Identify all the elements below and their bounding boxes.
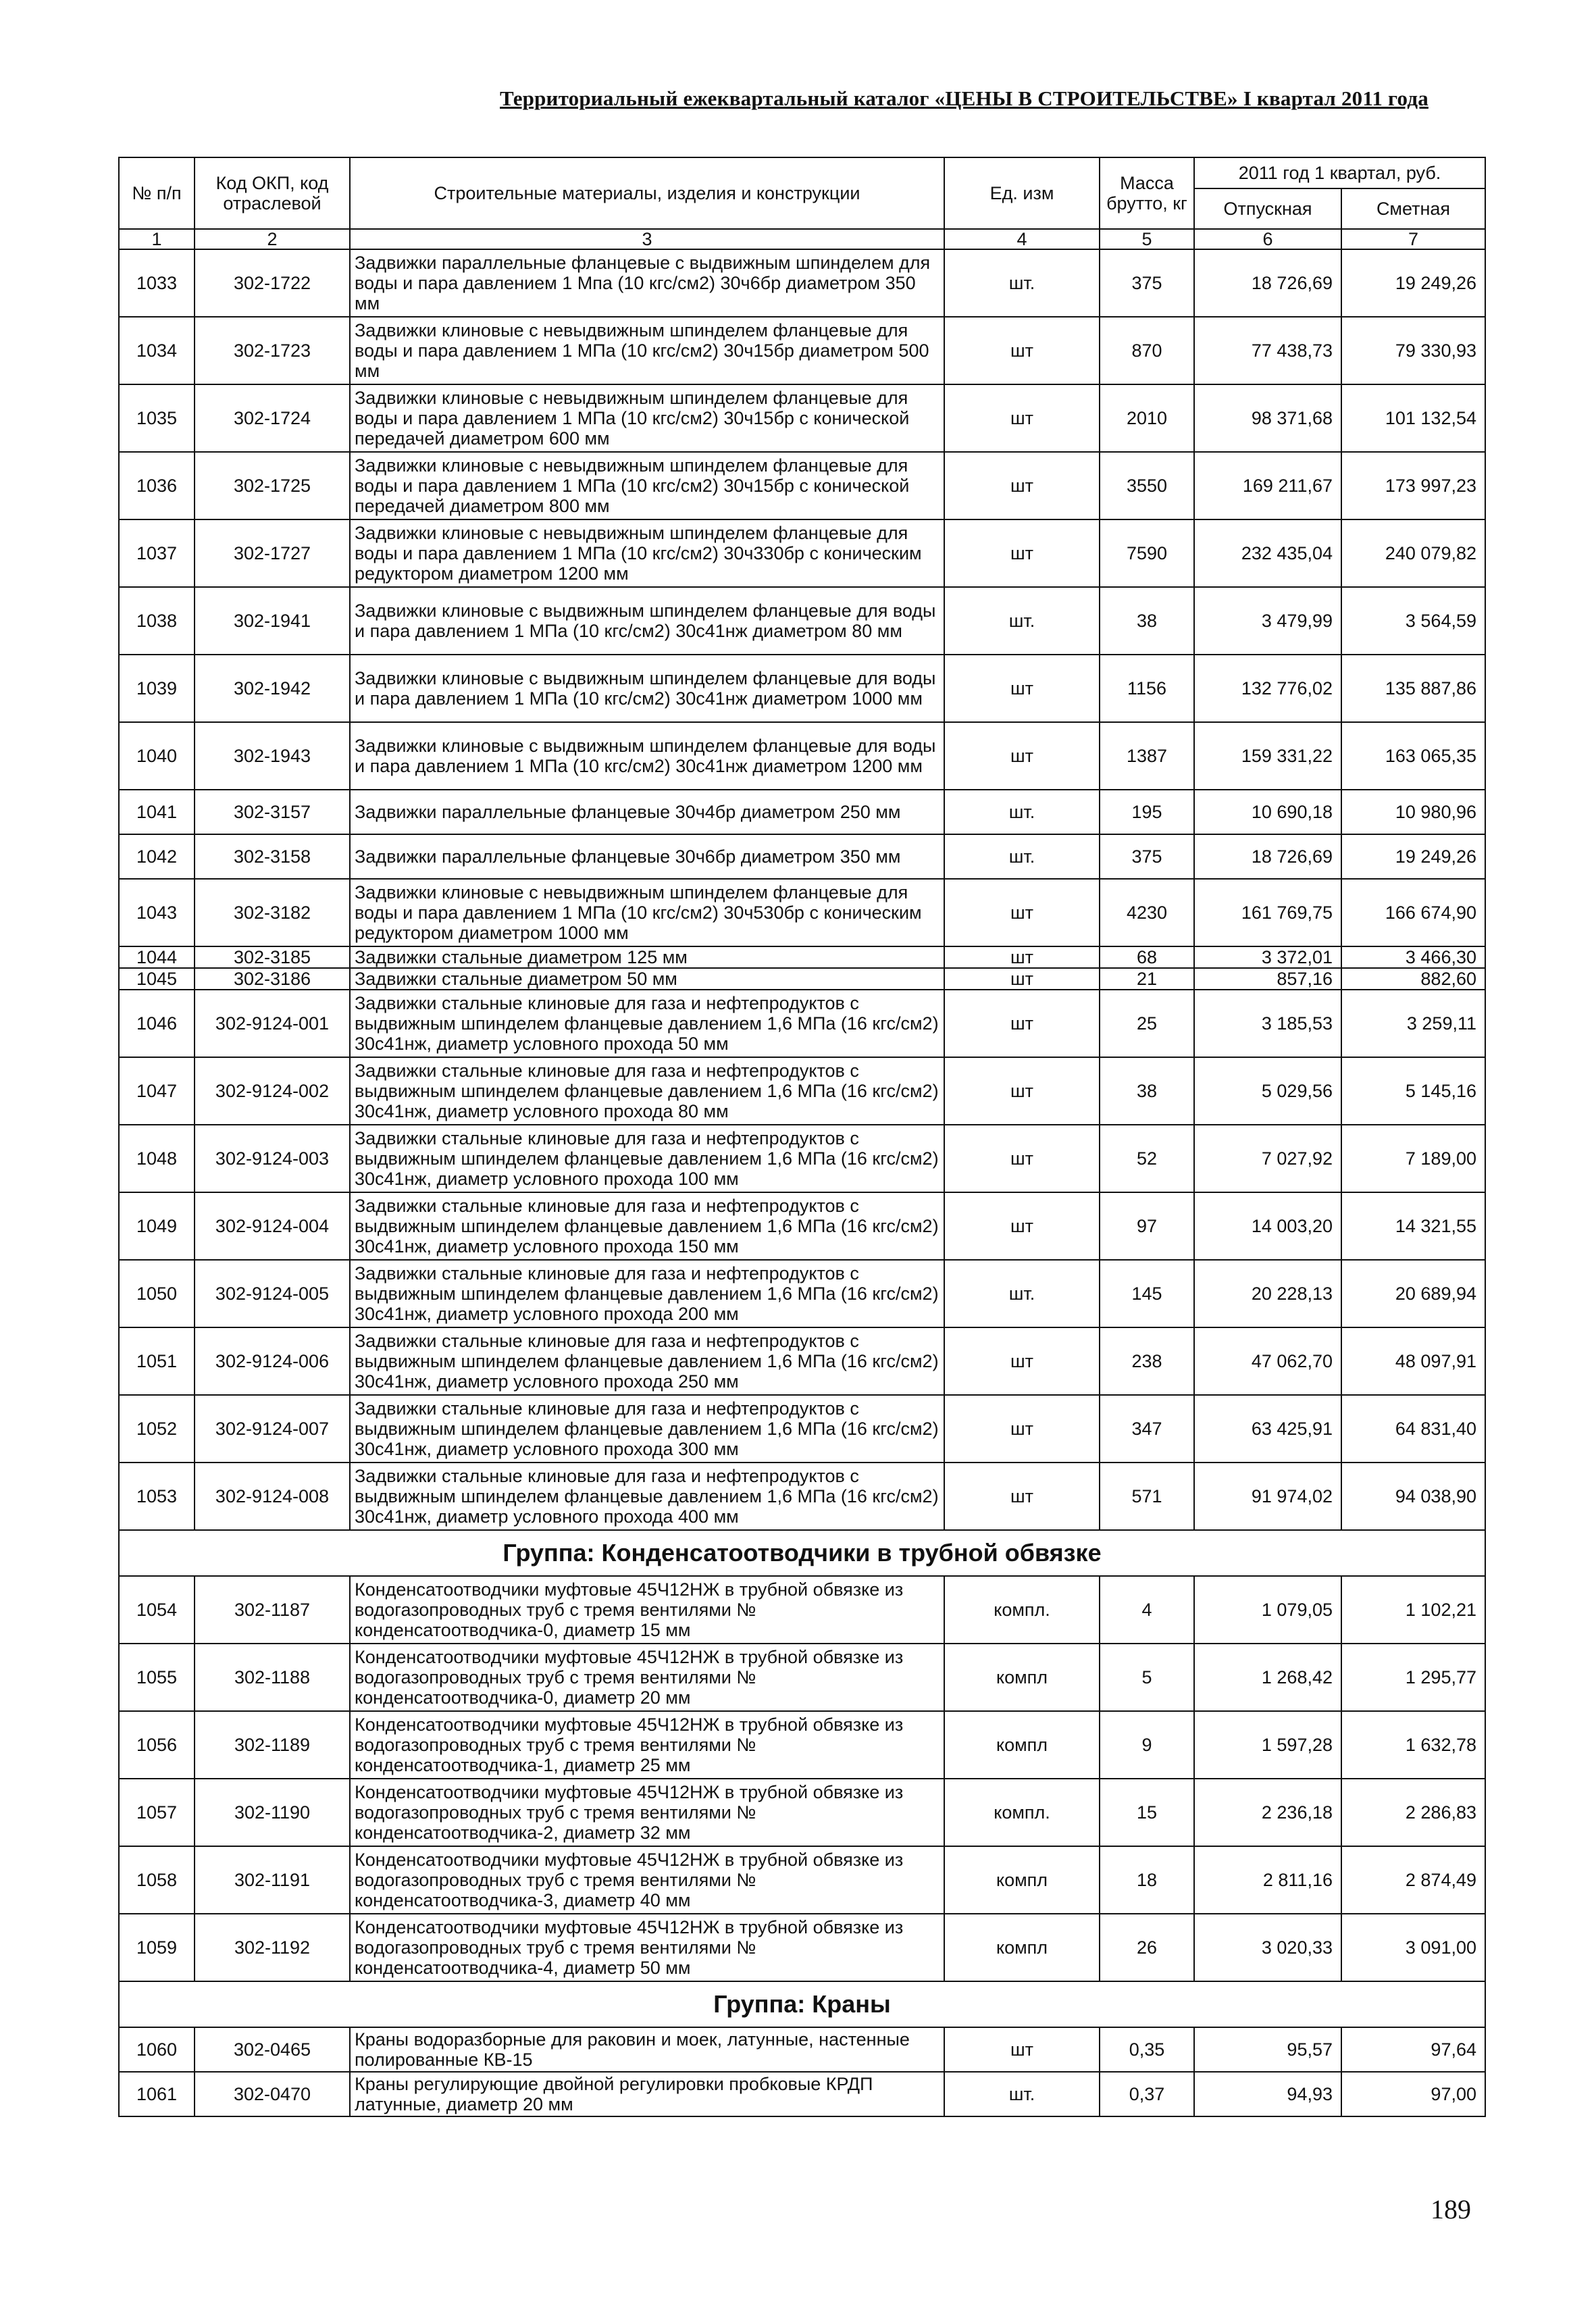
col-header-period: 2011 год 1 квартал, руб. bbox=[1194, 157, 1485, 188]
row-number: 1033 bbox=[119, 249, 195, 317]
row-description: Задвижки клиновые с выдвижным шпинделем фланцевые для воды и пара давлением 1 МПа (10 кгс/см2) 30с41нж диаметром 80 мм bbox=[350, 587, 944, 655]
row-unit: шт bbox=[944, 384, 1100, 452]
row-mass: 1156 bbox=[1100, 655, 1194, 722]
row-description: Задвижки стальные клиновые для газа и нефтепродуктов с выдвижным шпинделем фланцевые давлением 1,6 МПа (16 кгс/см2) 30с41нж, диаметр условного прохода 400 мм bbox=[350, 1463, 944, 1530]
row-release-price: 857,16 bbox=[1194, 968, 1341, 990]
row-mass: 38 bbox=[1100, 1057, 1194, 1125]
table-row bbox=[119, 1260, 1485, 1327]
row-estimate-price: 3 259,11 bbox=[1341, 990, 1485, 1057]
row-number: 1055 bbox=[119, 1644, 195, 1711]
row-unit: компл bbox=[944, 1914, 1100, 1981]
row-release-price: 3 479,99 bbox=[1194, 587, 1341, 655]
row-release-price: 169 211,67 bbox=[1194, 452, 1341, 519]
table-row bbox=[119, 722, 1485, 790]
row-code: 302-9124-007 bbox=[195, 1395, 350, 1463]
row-mass: 26 bbox=[1100, 1914, 1194, 1981]
row-description: Задвижки клиновые с невыдвижным шпинделем фланцевые для воды и пара давлением 1 МПа (10 кгс/см2) 30ч15бр диаметром 500 мм bbox=[350, 317, 944, 384]
row-unit: компл bbox=[944, 1644, 1100, 1711]
row-code: 302-1941 bbox=[195, 587, 350, 655]
table-row bbox=[119, 1395, 1485, 1463]
row-number: 1051 bbox=[119, 1327, 195, 1395]
row-release-price: 20 228,13 bbox=[1194, 1260, 1341, 1327]
row-release-price: 3 185,53 bbox=[1194, 990, 1341, 1057]
row-description: Задвижки стальные клиновые для газа и нефтепродуктов с выдвижным шпинделем фланцевые давлением 1,6 МПа (16 кгс/см2) 30с41нж, диаметр условного прохода 200 мм bbox=[350, 1260, 944, 1327]
col-number: 6 bbox=[1194, 229, 1341, 249]
row-code: 302-3185 bbox=[195, 946, 350, 968]
row-estimate-price: 882,60 bbox=[1341, 968, 1485, 990]
page-number: 189 bbox=[1431, 2194, 1471, 2225]
row-estimate-price: 14 321,55 bbox=[1341, 1192, 1485, 1260]
row-code: 302-1190 bbox=[195, 1779, 350, 1846]
row-release-price: 18 726,69 bbox=[1194, 249, 1341, 317]
row-code: 302-9124-005 bbox=[195, 1260, 350, 1327]
row-code: 302-1192 bbox=[195, 1914, 350, 1981]
row-estimate-price: 101 132,54 bbox=[1341, 384, 1485, 452]
row-unit: шт bbox=[944, 1125, 1100, 1192]
row-description: Задвижки стальные клиновые для газа и нефтепродуктов с выдвижным шпинделем фланцевые давлением 1,6 МПа (16 кгс/см2) 30с41нж, диаметр условного прохода 80 мм bbox=[350, 1057, 944, 1125]
row-unit: шт. bbox=[944, 249, 1100, 317]
row-release-price: 3 020,33 bbox=[1194, 1914, 1341, 1981]
row-description: Задвижки параллельные фланцевые 30ч4бр диаметром 250 мм bbox=[350, 790, 944, 834]
row-description: Задвижки клиновые с невыдвижным шпинделем фланцевые для воды и пара давлением 1 МПа (10 кгс/см2) 30ч15бр с конической передачей диаметром 600 мм bbox=[350, 384, 944, 452]
row-unit: шт. bbox=[944, 1260, 1100, 1327]
row-code: 302-3186 bbox=[195, 968, 350, 990]
col-header-unit: Ед. изм bbox=[944, 157, 1100, 229]
row-number: 1057 bbox=[119, 1779, 195, 1846]
row-mass: 0,35 bbox=[1100, 2027, 1194, 2072]
col-number: 2 bbox=[195, 229, 350, 249]
row-description: Задвижки клиновые с невыдвижным шпинделем фланцевые для воды и пара давлением 1 МПа (10 кгс/см2) 30ч15бр с конической передачей диаметром 800 мм bbox=[350, 452, 944, 519]
row-number: 1041 bbox=[119, 790, 195, 834]
row-description: Краны водоразборные для раковин и моек, латунные, настенные полированные КВ-15 bbox=[350, 2027, 944, 2072]
row-estimate-price: 240 079,82 bbox=[1341, 519, 1485, 587]
row-unit: шт. bbox=[944, 587, 1100, 655]
row-description: Задвижки клиновые с невыдвижным шпинделем фланцевые для воды и пара давлением 1 МПа (10 кгс/см2) 30ч330бр с коническим редуктором диаметром 1200 мм bbox=[350, 519, 944, 587]
row-estimate-price: 64 831,40 bbox=[1341, 1395, 1485, 1463]
row-code: 302-1942 bbox=[195, 655, 350, 722]
row-code: 302-3158 bbox=[195, 834, 350, 879]
row-unit: шт. bbox=[944, 790, 1100, 834]
row-code: 302-1723 bbox=[195, 317, 350, 384]
row-estimate-price: 1 102,21 bbox=[1341, 1576, 1485, 1644]
row-estimate-price: 3 466,30 bbox=[1341, 946, 1485, 968]
row-number: 1050 bbox=[119, 1260, 195, 1327]
table-row bbox=[119, 249, 1485, 317]
row-code: 302-1722 bbox=[195, 249, 350, 317]
row-description: Конденсатоотводчики муфтовые 45Ч12НЖ в трубной обвязке из водогазопроводных труб с тремя вентилями № конденсатоотводчика-2, диаметр 32 мм bbox=[350, 1779, 944, 1846]
col-header-mass: Масса брутто, кг bbox=[1100, 157, 1194, 229]
row-code: 302-1724 bbox=[195, 384, 350, 452]
row-estimate-price: 7 189,00 bbox=[1341, 1125, 1485, 1192]
table-row bbox=[119, 1846, 1485, 1914]
row-estimate-price: 19 249,26 bbox=[1341, 249, 1485, 317]
row-description: Задвижки стальные клиновые для газа и нефтепродуктов с выдвижным шпинделем фланцевые давлением 1,6 МПа (16 кгс/см2) 30с41нж, диаметр условного прохода 300 мм bbox=[350, 1395, 944, 1463]
row-number: 1035 bbox=[119, 384, 195, 452]
row-code: 302-1727 bbox=[195, 519, 350, 587]
group-row bbox=[119, 1981, 1485, 2027]
table-row bbox=[119, 990, 1485, 1057]
row-release-price: 94,93 bbox=[1194, 2072, 1341, 2116]
table-row bbox=[119, 519, 1485, 587]
row-code: 302-9124-003 bbox=[195, 1125, 350, 1192]
table-row bbox=[119, 968, 1485, 990]
row-number: 1049 bbox=[119, 1192, 195, 1260]
row-unit: шт bbox=[944, 1192, 1100, 1260]
row-release-price: 2 236,18 bbox=[1194, 1779, 1341, 1846]
table-row bbox=[119, 1914, 1485, 1981]
row-code: 302-0465 bbox=[195, 2027, 350, 2072]
row-mass: 145 bbox=[1100, 1260, 1194, 1327]
table-row bbox=[119, 384, 1485, 452]
row-release-price: 10 690,18 bbox=[1194, 790, 1341, 834]
row-estimate-price: 2 874,49 bbox=[1341, 1846, 1485, 1914]
row-release-price: 1 597,28 bbox=[1194, 1711, 1341, 1779]
table-row bbox=[119, 1711, 1485, 1779]
row-estimate-price: 163 065,35 bbox=[1341, 722, 1485, 790]
row-description: Задвижки клиновые с выдвижным шпинделем фланцевые для воды и пара давлением 1 МПа (10 кгс/см2) 30с41нж диаметром 1200 мм bbox=[350, 722, 944, 790]
row-estimate-price: 79 330,93 bbox=[1341, 317, 1485, 384]
row-estimate-price: 10 980,96 bbox=[1341, 790, 1485, 834]
table-row bbox=[119, 452, 1485, 519]
row-unit: шт bbox=[944, 968, 1100, 990]
row-release-price: 91 974,02 bbox=[1194, 1463, 1341, 1530]
row-description: Задвижки параллельные фланцевые с выдвижным шпинделем для воды и пара давлением 1 Мпа (10 кгс/см2) 30ч6бр диаметром 350 мм bbox=[350, 249, 944, 317]
row-number: 1048 bbox=[119, 1125, 195, 1192]
table-row bbox=[119, 1327, 1485, 1395]
column-number-row bbox=[119, 229, 1485, 249]
row-mass: 571 bbox=[1100, 1463, 1194, 1530]
row-estimate-price: 20 689,94 bbox=[1341, 1260, 1485, 1327]
row-description: Конденсатоотводчики муфтовые 45Ч12НЖ в трубной обвязке из водогазопроводных труб с тремя вентилями № конденсатоотводчика-0, диаметр 20 мм bbox=[350, 1644, 944, 1711]
table-row bbox=[119, 2027, 1485, 2072]
row-unit: шт bbox=[944, 1327, 1100, 1395]
col-number: 1 bbox=[119, 229, 195, 249]
row-mass: 97 bbox=[1100, 1192, 1194, 1260]
row-mass: 38 bbox=[1100, 587, 1194, 655]
row-number: 1034 bbox=[119, 317, 195, 384]
row-code: 302-1191 bbox=[195, 1846, 350, 1914]
row-description: Конденсатоотводчики муфтовые 45Ч12НЖ в трубной обвязке из водогазопроводных труб с тремя вентилями № конденсатоотводчика-0, диаметр 15 мм bbox=[350, 1576, 944, 1644]
row-code: 302-1189 bbox=[195, 1711, 350, 1779]
row-mass: 52 bbox=[1100, 1125, 1194, 1192]
row-mass: 4 bbox=[1100, 1576, 1194, 1644]
row-unit: шт. bbox=[944, 2072, 1100, 2116]
row-estimate-price: 97,64 bbox=[1341, 2027, 1485, 2072]
table-row bbox=[119, 1644, 1485, 1711]
col-header-release-price: Отпускная bbox=[1194, 188, 1341, 229]
row-estimate-price: 5 145,16 bbox=[1341, 1057, 1485, 1125]
row-description: Конденсатоотводчики муфтовые 45Ч12НЖ в трубной обвязке из водогазопроводных труб с тремя вентилями № конденсатоотводчика-3, диаметр 40 мм bbox=[350, 1846, 944, 1914]
row-unit: компл. bbox=[944, 1779, 1100, 1846]
col-number: 4 bbox=[944, 229, 1100, 249]
row-description: Задвижки параллельные фланцевые 30ч6бр диаметром 350 мм bbox=[350, 834, 944, 879]
table-row bbox=[119, 2072, 1485, 2116]
row-code: 302-9124-006 bbox=[195, 1327, 350, 1395]
row-code: 302-3157 bbox=[195, 790, 350, 834]
row-estimate-price: 2 286,83 bbox=[1341, 1779, 1485, 1846]
row-release-price: 232 435,04 bbox=[1194, 519, 1341, 587]
group-title: Группа: Конденсатоотводчики в трубной обвязке bbox=[119, 1530, 1485, 1576]
table-row bbox=[119, 879, 1485, 946]
row-release-price: 132 776,02 bbox=[1194, 655, 1341, 722]
row-unit: шт bbox=[944, 452, 1100, 519]
row-description: Задвижки клиновые с невыдвижным шпинделем фланцевые для воды и пара давлением 1 МПа (10 кгс/см2) 30ч530бр с коническим редуктором диаметром 1000 мм bbox=[350, 879, 944, 946]
row-number: 1046 bbox=[119, 990, 195, 1057]
row-unit: шт bbox=[944, 2027, 1100, 2072]
row-release-price: 1 079,05 bbox=[1194, 1576, 1341, 1644]
row-number: 1044 bbox=[119, 946, 195, 968]
row-number: 1045 bbox=[119, 968, 195, 990]
row-number: 1052 bbox=[119, 1395, 195, 1463]
row-number: 1040 bbox=[119, 722, 195, 790]
row-number: 1043 bbox=[119, 879, 195, 946]
row-mass: 3550 bbox=[1100, 452, 1194, 519]
row-code: 302-9124-004 bbox=[195, 1192, 350, 1260]
row-mass: 870 bbox=[1100, 317, 1194, 384]
col-number: 3 bbox=[350, 229, 944, 249]
table-row bbox=[119, 587, 1485, 655]
row-unit: шт. bbox=[944, 834, 1100, 879]
table-row bbox=[119, 790, 1485, 834]
page-header: Территориальный ежеквартальный каталог «ЦЕНЫ В СТРОИТЕЛЬСТВЕ» I квартал 2011 года bbox=[500, 86, 1428, 110]
row-unit: шт bbox=[944, 519, 1100, 587]
row-estimate-price: 173 997,23 bbox=[1341, 452, 1485, 519]
row-release-price: 1 268,42 bbox=[1194, 1644, 1341, 1711]
row-number: 1036 bbox=[119, 452, 195, 519]
row-estimate-price: 3 091,00 bbox=[1341, 1914, 1485, 1981]
row-estimate-price: 1 632,78 bbox=[1341, 1711, 1485, 1779]
row-number: 1038 bbox=[119, 587, 195, 655]
row-number: 1047 bbox=[119, 1057, 195, 1125]
row-release-price: 2 811,16 bbox=[1194, 1846, 1341, 1914]
row-mass: 68 bbox=[1100, 946, 1194, 968]
row-number: 1042 bbox=[119, 834, 195, 879]
row-release-price: 18 726,69 bbox=[1194, 834, 1341, 879]
table-row bbox=[119, 1057, 1485, 1125]
row-release-price: 161 769,75 bbox=[1194, 879, 1341, 946]
row-number: 1061 bbox=[119, 2072, 195, 2116]
row-number: 1037 bbox=[119, 519, 195, 587]
group-row bbox=[119, 1530, 1485, 1576]
table-row bbox=[119, 655, 1485, 722]
table-row bbox=[119, 1463, 1485, 1530]
row-number: 1058 bbox=[119, 1846, 195, 1914]
row-description: Задвижки стальные клиновые для газа и нефтепродуктов с выдвижным шпинделем фланцевые давлением 1,6 МПа (16 кгс/см2) 30с41нж, диаметр условного прохода 250 мм bbox=[350, 1327, 944, 1395]
row-code: 302-0470 bbox=[195, 2072, 350, 2116]
row-estimate-price: 166 674,90 bbox=[1341, 879, 1485, 946]
table-row bbox=[119, 834, 1485, 879]
table-row bbox=[119, 1125, 1485, 1192]
row-release-price: 7 027,92 bbox=[1194, 1125, 1341, 1192]
row-description: Конденсатоотводчики муфтовые 45Ч12НЖ в трубной обвязке из водогазопроводных труб с тремя вентилями № конденсатоотводчика-4, диаметр 50 мм bbox=[350, 1914, 944, 1981]
row-mass: 7590 bbox=[1100, 519, 1194, 587]
row-release-price: 47 062,70 bbox=[1194, 1327, 1341, 1395]
row-number: 1060 bbox=[119, 2027, 195, 2072]
row-estimate-price: 94 038,90 bbox=[1341, 1463, 1485, 1530]
row-estimate-price: 19 249,26 bbox=[1341, 834, 1485, 879]
row-unit: шт bbox=[944, 317, 1100, 384]
row-description: Краны регулирующие двойной регулировки пробковые КРДП латунные, диаметр 20 мм bbox=[350, 2072, 944, 2116]
row-code: 302-1187 bbox=[195, 1576, 350, 1644]
row-description: Конденсатоотводчики муфтовые 45Ч12НЖ в трубной обвязке из водогазопроводных труб с тремя вентилями № конденсатоотводчика-1, диаметр 25 мм bbox=[350, 1711, 944, 1779]
col-number: 7 bbox=[1341, 229, 1485, 249]
row-unit: компл bbox=[944, 1846, 1100, 1914]
row-unit: шт bbox=[944, 990, 1100, 1057]
row-code: 302-1725 bbox=[195, 452, 350, 519]
row-mass: 21 bbox=[1100, 968, 1194, 990]
row-number: 1053 bbox=[119, 1463, 195, 1530]
row-code: 302-9124-002 bbox=[195, 1057, 350, 1125]
row-unit: шт bbox=[944, 879, 1100, 946]
table-row bbox=[119, 1779, 1485, 1846]
row-mass: 9 bbox=[1100, 1711, 1194, 1779]
row-number: 1056 bbox=[119, 1711, 195, 1779]
row-mass: 2010 bbox=[1100, 384, 1194, 452]
row-mass: 4230 bbox=[1100, 879, 1194, 946]
row-code: 302-3182 bbox=[195, 879, 350, 946]
row-description: Задвижки стальные диаметром 125 мм bbox=[350, 946, 944, 968]
row-description: Задвижки стальные клиновые для газа и нефтепродуктов с выдвижным шпинделем фланцевые давлением 1,6 МПа (16 кгс/см2) 30с41нж, диаметр условного прохода 100 мм bbox=[350, 1125, 944, 1192]
row-description: Задвижки стальные клиновые для газа и нефтепродуктов с выдвижным шпинделем фланцевые давлением 1,6 МПа (16 кгс/см2) 30с41нж, диаметр условного прохода 50 мм bbox=[350, 990, 944, 1057]
col-header-num: № п/п bbox=[119, 157, 195, 229]
row-unit: шт bbox=[944, 1057, 1100, 1125]
row-number: 1059 bbox=[119, 1914, 195, 1981]
row-code: 302-1943 bbox=[195, 722, 350, 790]
row-number: 1039 bbox=[119, 655, 195, 722]
row-mass: 375 bbox=[1100, 834, 1194, 879]
row-mass: 5 bbox=[1100, 1644, 1194, 1711]
row-description: Задвижки стальные клиновые для газа и нефтепродуктов с выдвижным шпинделем фланцевые давлением 1,6 МПа (16 кгс/см2) 30с41нж, диаметр условного прохода 150 мм bbox=[350, 1192, 944, 1260]
col-header-name: Строительные материалы, изделия и конструкции bbox=[350, 157, 944, 229]
table-row bbox=[119, 946, 1485, 968]
price-table bbox=[118, 157, 1486, 2117]
row-estimate-price: 135 887,86 bbox=[1341, 655, 1485, 722]
row-release-price: 77 438,73 bbox=[1194, 317, 1341, 384]
row-release-price: 98 371,68 bbox=[1194, 384, 1341, 452]
row-mass: 195 bbox=[1100, 790, 1194, 834]
row-mass: 347 bbox=[1100, 1395, 1194, 1463]
row-release-price: 63 425,91 bbox=[1194, 1395, 1341, 1463]
row-unit: компл. bbox=[944, 1576, 1100, 1644]
row-description: Задвижки стальные диаметром 50 мм bbox=[350, 968, 944, 990]
table-row bbox=[119, 1576, 1485, 1644]
row-estimate-price: 1 295,77 bbox=[1341, 1644, 1485, 1711]
row-mass: 15 bbox=[1100, 1779, 1194, 1846]
row-code: 302-9124-008 bbox=[195, 1463, 350, 1530]
row-number: 1054 bbox=[119, 1576, 195, 1644]
row-release-price: 95,57 bbox=[1194, 2027, 1341, 2072]
row-estimate-price: 48 097,91 bbox=[1341, 1327, 1485, 1395]
col-header-code: Код ОКП, код отраслевой bbox=[195, 157, 350, 229]
row-code: 302-1188 bbox=[195, 1644, 350, 1711]
row-description: Задвижки клиновые с выдвижным шпинделем фланцевые для воды и пара давлением 1 МПа (10 кгс/см2) 30с41нж диаметром 1000 мм bbox=[350, 655, 944, 722]
row-mass: 375 bbox=[1100, 249, 1194, 317]
row-unit: компл bbox=[944, 1711, 1100, 1779]
row-unit: шт bbox=[944, 946, 1100, 968]
row-mass: 18 bbox=[1100, 1846, 1194, 1914]
col-number: 5 bbox=[1100, 229, 1194, 249]
row-release-price: 159 331,22 bbox=[1194, 722, 1341, 790]
row-unit: шт bbox=[944, 1395, 1100, 1463]
row-code: 302-9124-001 bbox=[195, 990, 350, 1057]
row-unit: шт bbox=[944, 655, 1100, 722]
group-title: Группа: Краны bbox=[119, 1981, 1485, 2027]
row-release-price: 3 372,01 bbox=[1194, 946, 1341, 968]
row-estimate-price: 3 564,59 bbox=[1341, 587, 1485, 655]
row-mass: 238 bbox=[1100, 1327, 1194, 1395]
col-header-estimate-price: Сметная bbox=[1341, 188, 1485, 229]
row-release-price: 5 029,56 bbox=[1194, 1057, 1341, 1125]
row-mass: 25 bbox=[1100, 990, 1194, 1057]
row-estimate-price: 97,00 bbox=[1341, 2072, 1485, 2116]
row-release-price: 14 003,20 bbox=[1194, 1192, 1341, 1260]
row-mass: 0,37 bbox=[1100, 2072, 1194, 2116]
row-unit: шт bbox=[944, 722, 1100, 790]
table-row bbox=[119, 1192, 1485, 1260]
row-mass: 1387 bbox=[1100, 722, 1194, 790]
row-unit: шт bbox=[944, 1463, 1100, 1530]
table-row bbox=[119, 317, 1485, 384]
